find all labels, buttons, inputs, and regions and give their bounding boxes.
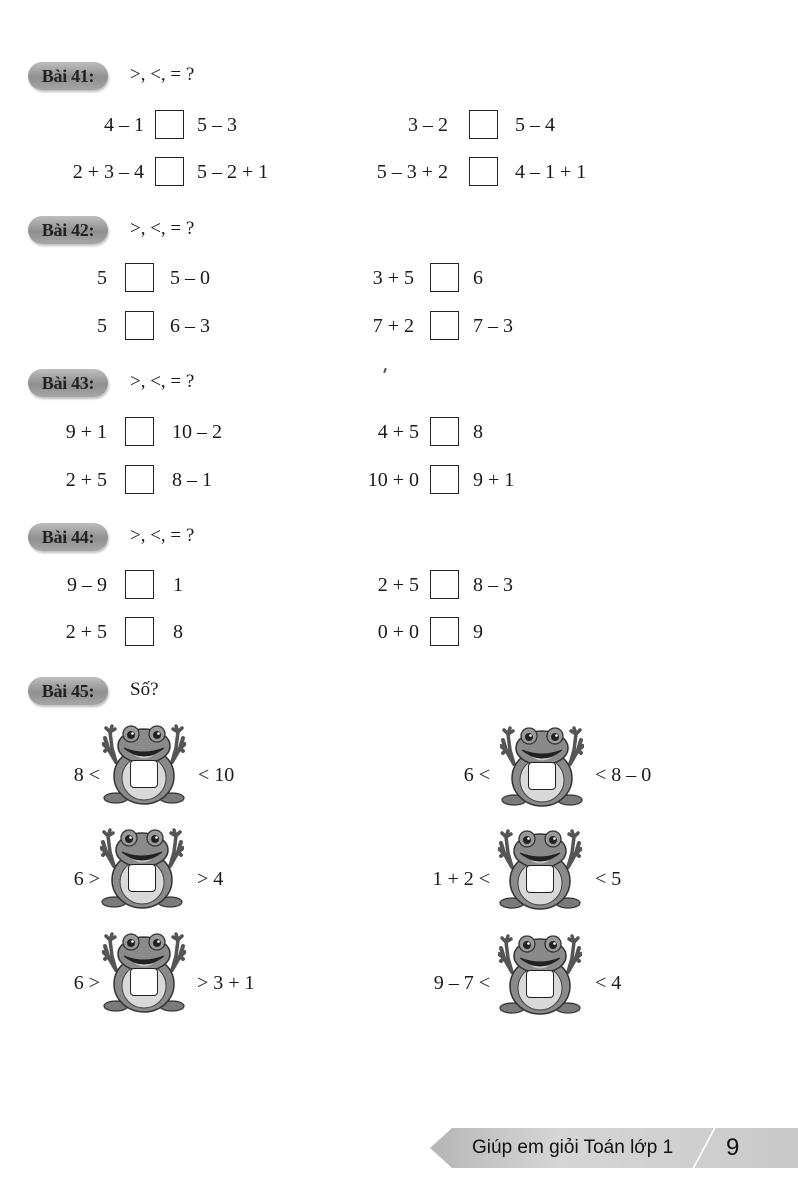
- right-expression: 10 – 2: [172, 421, 222, 443]
- answer-box[interactable]: [125, 570, 154, 599]
- right-expression: < 8 – 0: [595, 764, 652, 786]
- answer-box[interactable]: [125, 263, 154, 292]
- page-footer: [430, 1128, 798, 1168]
- left-expression: 6 >: [73, 868, 100, 890]
- answer-box[interactable]: [430, 617, 459, 646]
- right-expression: 4 – 1 + 1: [515, 161, 587, 183]
- right-expression: 9: [473, 621, 483, 643]
- answer-box[interactable]: [430, 417, 459, 446]
- left-expression: 9 + 1: [65, 421, 107, 443]
- answer-box[interactable]: [125, 617, 154, 646]
- answer-box[interactable]: [430, 263, 459, 292]
- page-number: 9: [726, 1134, 740, 1161]
- right-expression: 1: [173, 574, 183, 596]
- exercise-instruction: >, <, = ?: [130, 371, 195, 392]
- left-expression: 2 + 5: [377, 574, 419, 596]
- right-expression: 6 – 3: [170, 315, 210, 337]
- left-expression: 2 + 5: [65, 621, 107, 643]
- answer-box[interactable]: [469, 157, 498, 186]
- answer-box[interactable]: [130, 968, 158, 996]
- left-expression: 7 + 2: [372, 315, 414, 337]
- left-expression: 5: [97, 267, 107, 289]
- right-expression: 8 – 3: [473, 574, 513, 596]
- answer-box[interactable]: [125, 417, 154, 446]
- book-title: Giúp em giỏi Toán lớp 1: [472, 1137, 674, 1158]
- left-expression: 9 – 9: [67, 574, 107, 596]
- stray-mark: [383, 368, 387, 373]
- right-expression: < 5: [595, 868, 622, 890]
- right-expression: 8: [473, 421, 483, 443]
- left-expression: 5 – 3 + 2: [376, 161, 448, 183]
- left-expression: 3 – 2: [408, 114, 448, 136]
- answer-box[interactable]: [130, 760, 158, 788]
- right-expression: 5 – 4: [515, 114, 555, 136]
- left-expression: 5: [97, 315, 107, 337]
- right-expression: 6: [473, 267, 483, 289]
- exercise-instruction: Số?: [130, 679, 159, 700]
- answer-box[interactable]: [430, 465, 459, 494]
- answer-box[interactable]: [125, 311, 154, 340]
- exercise-badge: Bài 45:: [28, 677, 108, 705]
- answer-box[interactable]: [128, 864, 156, 892]
- left-expression: 2 + 5: [65, 469, 107, 491]
- left-expression: 9 – 7 <: [433, 972, 490, 994]
- left-expression: 2 + 3 – 4: [72, 161, 144, 183]
- exercise-instruction: >, <, = ?: [130, 525, 195, 546]
- right-expression: 5 – 3: [197, 114, 237, 136]
- right-expression: 9 + 1: [473, 469, 515, 491]
- answer-box[interactable]: [526, 970, 554, 998]
- right-expression: < 4: [595, 972, 622, 994]
- answer-box[interactable]: [125, 465, 154, 494]
- right-expression: 8 – 1: [172, 469, 212, 491]
- exercise-instruction: >, <, = ?: [130, 64, 195, 85]
- right-expression: 5 – 0: [170, 267, 210, 289]
- answer-box[interactable]: [155, 110, 184, 139]
- answer-box[interactable]: [469, 110, 498, 139]
- left-expression: 3 + 5: [372, 267, 414, 289]
- left-expression: 6 <: [463, 764, 490, 786]
- exercise-badge: Bài 42:: [28, 216, 108, 244]
- exercise-badge: Bài 44:: [28, 523, 108, 551]
- left-expression: 6 >: [73, 972, 100, 994]
- right-expression: > 4: [197, 868, 224, 890]
- right-expression: < 10: [198, 764, 235, 786]
- exercise-instruction: >, <, = ?: [130, 218, 195, 239]
- left-expression: 4 + 5: [377, 421, 419, 443]
- right-expression: 7 – 3: [473, 315, 513, 337]
- answer-box[interactable]: [526, 865, 554, 893]
- left-expression: 8 <: [73, 764, 100, 786]
- answer-box[interactable]: [155, 157, 184, 186]
- left-expression: 1 + 2 <: [432, 868, 490, 890]
- left-expression: 0 + 0: [377, 621, 419, 643]
- exercise-badge: Bài 41:: [28, 62, 108, 90]
- exercise-badge: Bài 43:: [28, 369, 108, 397]
- answer-box[interactable]: [528, 762, 556, 790]
- answer-box[interactable]: [430, 311, 459, 340]
- left-expression: 10 + 0: [367, 469, 419, 491]
- right-expression: 8: [173, 621, 183, 643]
- right-expression: > 3 + 1: [197, 972, 255, 994]
- right-expression: 5 – 2 + 1: [197, 161, 269, 183]
- answer-box[interactable]: [430, 570, 459, 599]
- left-expression: 4 – 1: [104, 114, 144, 136]
